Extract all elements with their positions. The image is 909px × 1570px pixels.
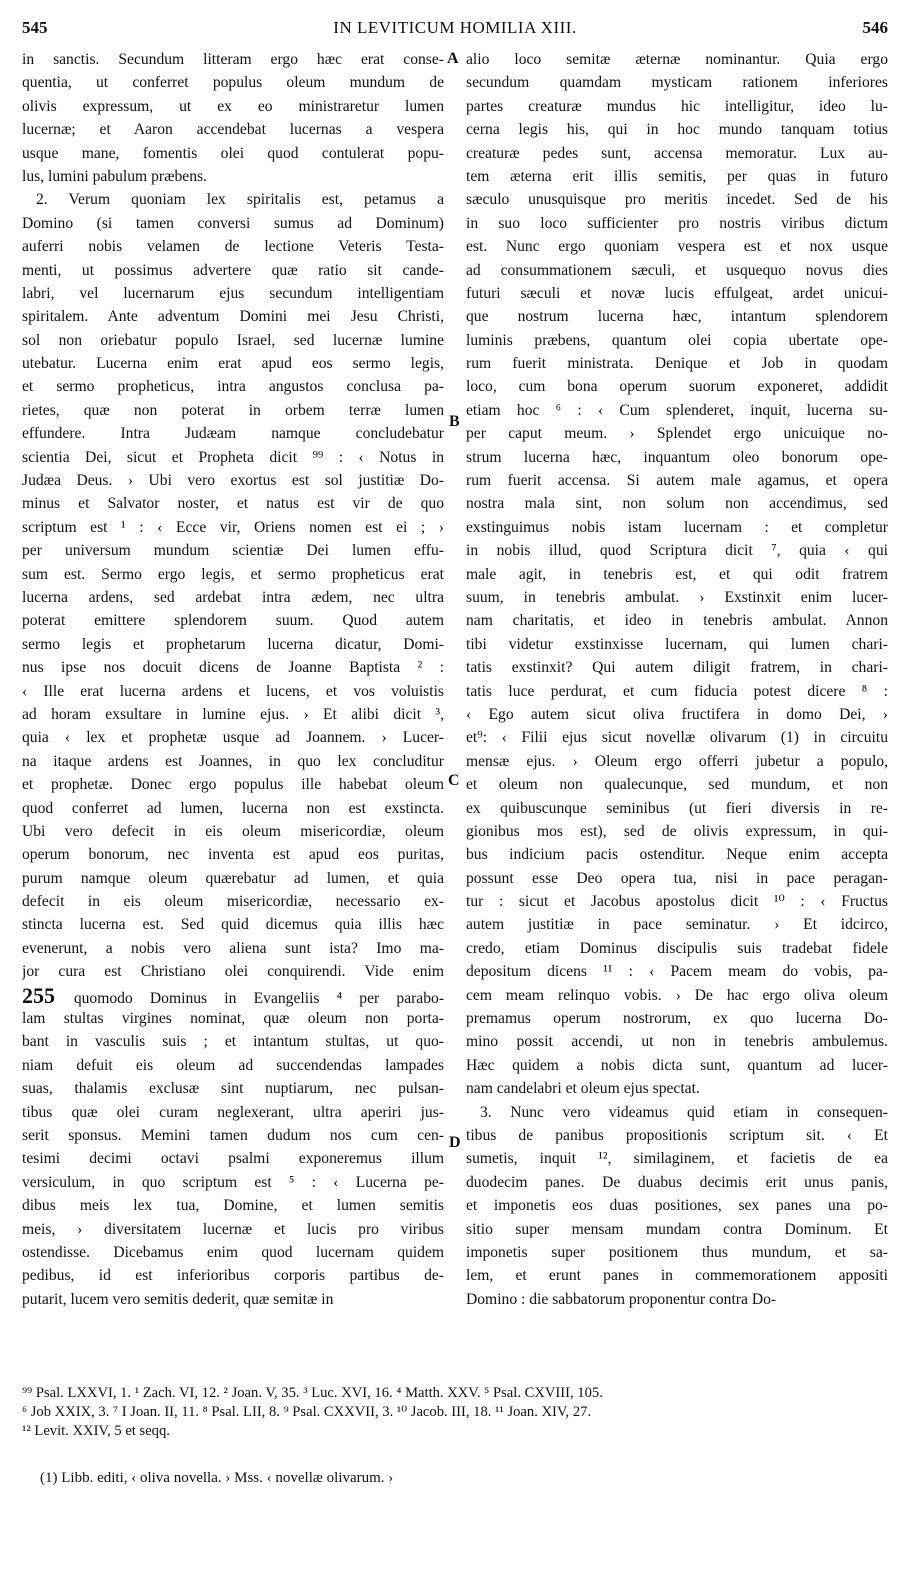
text-line: scriptum est ¹ : ‹ Ecce vir, Oriens nomen est ei ; ›: [22, 518, 444, 536]
text-line: rum fuerit accensa. Si autem male agamus, et opera: [466, 472, 888, 490]
text-line: 2. Verum quoniam lex spiritalis est, petamus a: [36, 191, 444, 209]
left-page-number: 545: [22, 18, 48, 37]
text-line: est. Nunc ergo quoniam vespera est et nox usque: [466, 238, 888, 256]
text-line: usque mane, fomentis olei quod contulerat popu-: [22, 144, 444, 162]
text-line: utebatur. Lucerna enim erat apud eos sermo legis,: [22, 355, 444, 373]
text-line: male agit, in tenebris est, et qui odit fratrem: [466, 565, 888, 583]
text-line: nam charitatis, et ideo in tenebris ambulat. Annon: [466, 612, 888, 630]
text-line: suum, in tenebris ambulat. › Exstinxit enim lucer-: [466, 588, 888, 606]
text-line: premamus operum nostrorum, ex quo lucerna Do-: [466, 1010, 888, 1028]
text-line: ad horam exsultare in lumine ejus. › Et alibi dicit ³,: [22, 705, 444, 723]
text-line: credo, etiam Dominus discipulis suis tradebat fidele: [466, 939, 888, 957]
text-line: menti, ut possimus advertere quæ ratio sit cande-: [22, 261, 444, 279]
text-line: effundere. Intra Judæam namque concludebatur: [22, 425, 444, 443]
text-line: defecit in eis oleum misericordiæ, necessario ex-: [22, 893, 444, 911]
text-line: ad consummationem sæculi, et usquequo novus dies: [466, 261, 888, 279]
text-line: 255 quomodo Dominus in Evangeliis ⁴ per parabo-: [22, 983, 444, 1008]
text-line: et⁹: ‹ Filii ejus sicut novellæ olivarum (1) in circuitu: [466, 729, 888, 747]
text-line: sum est. Sermo ergo legis, et sermo propheticus erat: [22, 565, 444, 583]
text-line: poterat emittere splendorem suum. Quod autem: [22, 612, 444, 630]
text-line: rum fuerit ministrata. Denique et Job in quodam: [466, 355, 888, 373]
text-line: Ubi vero defecit in eis oleum misericordiæ, oleum: [22, 822, 444, 840]
text-line: cerna legis his, qui in hoc mundo tanquam totius: [466, 121, 888, 139]
text-line: meis, › diversitatem lucernæ et lucis pro viribus: [22, 1220, 444, 1238]
section-marker: 255: [22, 983, 74, 1008]
text-line: ‹ Ego autem sicut oliva fructifera in domo Dei, ›: [466, 705, 888, 723]
text-line: lus, lumini pabulum præbens.: [22, 167, 207, 185]
text-line: possunt esse Deo opera tua, nisi in pace peragan-: [466, 869, 888, 887]
text-line: strum lucerna hæc, inquantum oleo bonorum ope-: [466, 448, 888, 466]
text-line: spiritalem. Ante adventum Domini mei Jesu Christi,: [22, 308, 444, 326]
text-line: per universum mundum scientiæ Dei lumen effu-: [22, 542, 444, 560]
text-line: auferri nobis velamen de lectione Veteris Testa-: [22, 238, 444, 256]
text-line: evenerunt, a nobis vero aliena sunt ista? Imo ma-: [22, 939, 444, 957]
text-line: labri, vel lucernarum ejus secundum intelligentiam: [22, 284, 444, 302]
text-line: in sanctis. Secundum litteram ergo hæc erat conse-: [22, 51, 444, 68]
text-line: tibus de panibus propositionis scriptum sit. ‹ Et: [466, 1126, 888, 1144]
text-line: quod conferret ad lumen, lucerna non est exstincta.: [22, 799, 444, 817]
text-line: stincta lucerna est. Sed quid dicemus quia illis hæc: [22, 916, 444, 934]
text-line: per caput meum. › Splendet ergo unicuique no-: [466, 425, 888, 443]
text-line: jor cura est Christiano olei conquirendi. Vide enim: [22, 963, 444, 981]
text-line: na itaque ardens est Joannes, in quo lex concluditur: [22, 752, 444, 770]
text-line: que nostrum lucerna hæc, intantum splendorem: [466, 308, 888, 326]
text-line: partes creaturæ mundus hic intelligitur, ideo lu-: [466, 97, 888, 115]
text-line: et oleum non qualecunque, sed mundum, et non: [466, 776, 888, 794]
text-line: in nobis illud, quod Scriptura dicit ⁷, quia ‹ qui: [466, 542, 888, 560]
text-line: dibus meis lex tua, Domine, et lumen semitis: [22, 1197, 444, 1215]
text-line: rietes, quæ non poterat in orbem terræ lumen: [22, 401, 444, 419]
text-line: 3. Nunc vero videamus quid etiam in consequen-: [480, 1103, 888, 1121]
text-line: autem justitiæ in pace seminatur. › Et idcirco,: [466, 916, 888, 934]
text-line: tibi videtur exstinxisse lucernam, qui lumen chari-: [466, 635, 888, 653]
footnote-line: ⁹⁹ Psal. LXXVI, 1. ¹ Zach. VI, 12. ² Joan. V, 35. ³ Luc. XVI, 16. ⁴ Matth. XXV. ⁵ Psal. CXVIII, 105.: [22, 1385, 603, 1401]
text-line: imponetis super positionem thus mundum, et sa-: [466, 1243, 888, 1261]
text-line: exstinguimus nobis istam lucernam : et completur: [466, 518, 888, 536]
running-title: IN LEVITICUM HOMILIA XIII.: [333, 18, 577, 37]
critical-apparatus-note: (1) Libb. editi, ‹ oliva novella. › Mss. ‹ novellæ olivarum. ›: [40, 1470, 394, 1486]
text-line: loco, cum bona operum suorum exponeret, addidit: [466, 378, 888, 396]
text-line: luminis præbens, quantum olei copia ubertate ope-: [466, 331, 888, 349]
text-line: purum namque oleum quærebatur ad lumen, et quia: [22, 869, 444, 887]
margin-letter-b: B: [449, 413, 460, 430]
text-line: gionibus mos est), sed de olivis expressum, in qui-: [466, 822, 888, 840]
text-line: ostendisse. Dicebamus enim quod lucernam quidem: [22, 1243, 444, 1261]
text-line: duodecim panes. De duabus decimis erit unus panis,: [466, 1173, 888, 1191]
text-line: tatis exstinxit? Qui autem diligit fratrem, in chari-: [466, 659, 888, 677]
text-line: creaturæ pedes sunt, accensa memoratur. Lux au-: [466, 144, 888, 162]
text-line: Hæc quidem a nobis dicta sunt, quantum ad lucer-: [466, 1056, 888, 1074]
text-line: nam candelabri et oleum ejus spectat.: [466, 1080, 700, 1098]
text-line: alio loco semitæ æternæ nominantur. Quia ergo: [466, 51, 888, 68]
text-line: tibus quæ olei curam neglexerant, ultra aperiri jus-: [22, 1103, 444, 1121]
text-line: nostra mala sint, non solum non accendimus, sed: [466, 495, 888, 513]
right-page-number: 546: [862, 18, 888, 37]
text-line: nus ipse nos docuit dicens de Joanne Baptista ² :: [22, 659, 444, 677]
text-line: bus indicium pacis ostenditur. Neque enim accepta: [466, 846, 888, 864]
text-line: et imponetis eos duas positiones, sex panes una po-: [466, 1197, 888, 1215]
text-line: depositum dicens ¹¹ : ‹ Pacem meam do vobis, pa-: [466, 963, 888, 981]
text-line: pedibus, id est inferioribus corporis partibus de-: [22, 1267, 444, 1285]
text-line: tatis luce perdurat, et cum fiducia potest dicere ⁸ :: [466, 682, 888, 700]
margin-letter-d: D: [449, 1134, 461, 1151]
text-line: ‹ Ille erat lucerna ardens et lucens, et vos voluistis: [22, 682, 444, 700]
text-line: sitio super mensam mundam contra Dominum. Et: [466, 1220, 888, 1238]
text-line: quentia, ut conferret populus oleum mundum de: [22, 74, 444, 92]
text-line: putarit, lucem vero semitis dederit, quæ semitæ in: [22, 1290, 334, 1308]
text-line: sæculo unusquisque pro meritis incedet. Sed de his: [466, 191, 888, 209]
text-line: sol non oriebatur populo Israel, sed lucernæ lumine: [22, 331, 444, 349]
text-line: versiculum, in quo scriptum est ⁵ : ‹ Lucerna pe-: [22, 1173, 444, 1191]
text-line: lam stultas virgines nominat, quæ oleum non porta-: [22, 1010, 444, 1028]
page-header: [22, 18, 888, 44]
text-line: futuri sæculi et novæ lucis effulgeat, ardet unicui-: [466, 284, 888, 302]
text-line: et sermo propheticus, intra angustos conclusa pa-: [22, 378, 444, 396]
margin-letter-c: C: [448, 772, 460, 789]
text-line: ex quibuscunque seminibus (ut fieri diversis in re-: [466, 799, 888, 817]
text-line: sermo legis et prophetarum lucerna dicatur, Domi-: [22, 635, 444, 653]
text-line: tem æterna erit illis semitis, per quas in futuro: [466, 167, 888, 185]
footnotes: [22, 1384, 888, 1441]
text-line: lucerna ardens, sed ardebat intra ædem, nec ultra: [22, 588, 444, 606]
footnote-line: ¹² Levit. XXIV, 5 et seqq.: [22, 1423, 170, 1439]
text-line: mino possit accendi, ut non in tenebris ambulemus.: [466, 1033, 888, 1051]
text-line: scientia Dei, sicut et Propheta dicit ⁹⁹ : ‹ Notus in: [22, 448, 444, 466]
margin-letter-a: A: [447, 50, 459, 67]
text-line: lem, et erunt panes in commemorationem appositi: [466, 1267, 888, 1285]
text-line: sumetis, inquit ¹², similaginem, et facietis de ea: [466, 1150, 888, 1168]
text-line: quia ‹ lex et prophetæ usque ad Joannem. › Lucer-: [22, 729, 444, 747]
left-column: [22, 48, 444, 1311]
text-line: niam defuit eis oleum ad succendendas lampades: [22, 1056, 444, 1074]
text-line: bant in vasculis suis ; et intantum stultas, ut quo-: [22, 1033, 444, 1051]
text-line: tur : sicut et Jacobus apostolus dicit ¹⁰ : ‹ Fructus: [466, 893, 888, 911]
text-line: Judæa Deus. › Ubi vero exortus est sol justitiæ Do-: [22, 472, 444, 490]
text-line: tesimi decimi octavi psalmi exponeremus illum: [22, 1150, 444, 1168]
text-line: suas, thalamis exclusæ sint nuptiarum, nec pulsan-: [22, 1080, 444, 1098]
text-line: cem meam relinquo vobis. › De hac ergo oliva oleum: [466, 986, 888, 1004]
text-line: et prophetæ. Donec ergo populus ille habebat oleum: [22, 776, 444, 794]
text-line: in suo loco sufficienter pro nostris viribus dictum: [466, 214, 888, 232]
text-line: mensæ ejus. › Oleum ergo offerri jubetur a populo,: [466, 752, 888, 770]
text-line: Domino (si tamen conversi sumus ad Dominum): [22, 214, 444, 232]
text-line: serit sponsus. Memini tamen dudum nos cum cen-: [22, 1126, 444, 1144]
text-line: secundum quamdam mysticam rationem inferiores: [466, 74, 888, 92]
right-column: [466, 48, 888, 1311]
text-line: olivis expressum, ut ex eo ministraretur lumen: [22, 97, 444, 115]
footnote-line: ⁶ Job XXIX, 3. ⁷ I Joan. II, 11. ⁸ Psal. LII, 8. ⁹ Psal. CXXVII, 3. ¹⁰ Jacob. III, 18. ¹¹ Joan. XIV, 27.: [22, 1404, 592, 1420]
text-line: operum bonorum, nec inventa est apud eos puritas,: [22, 846, 444, 864]
text-line: Domino : die sabbatorum proponentur contra Do-: [466, 1290, 777, 1308]
text-line: minus et Salvator noster, et natus est vir de quo: [22, 495, 444, 513]
text-line: lucernæ; et Aaron accendebat lucernas a vespera: [22, 121, 444, 139]
text-line: etiam hoc ⁶ : ‹ Cum splenderet, inquit, lucerna su-: [466, 401, 888, 419]
